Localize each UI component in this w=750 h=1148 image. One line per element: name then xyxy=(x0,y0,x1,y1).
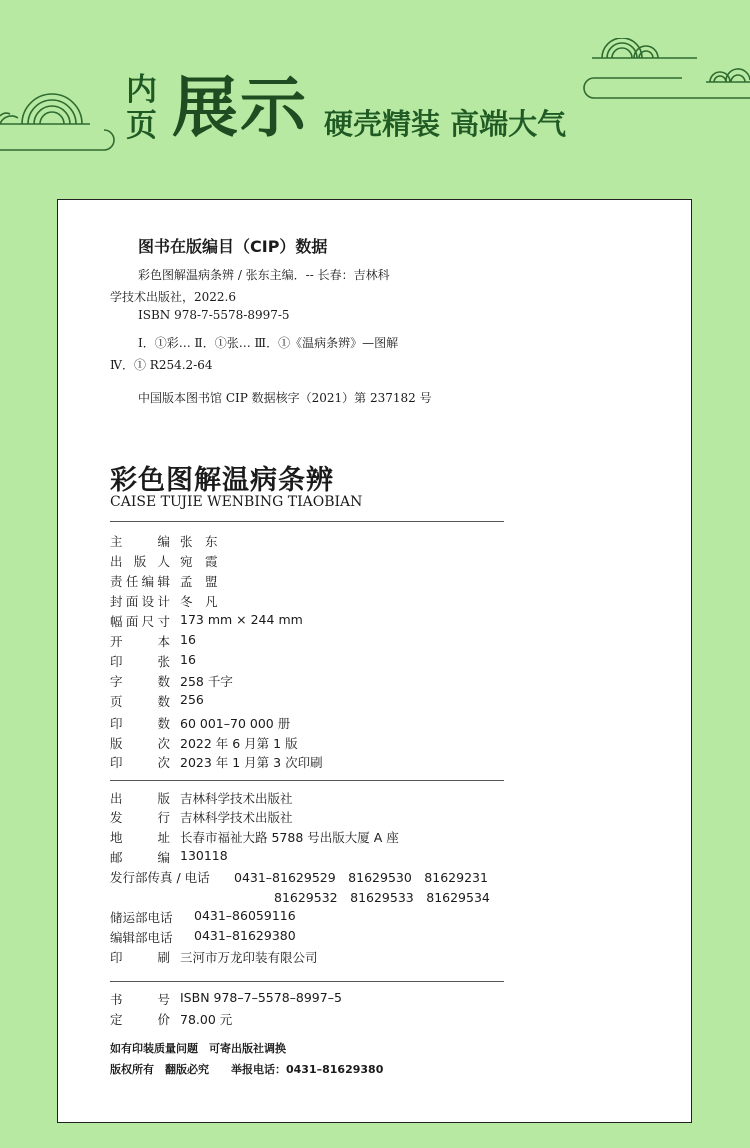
header-char-bottom: 页 xyxy=(126,108,157,144)
info-value: 孟 盟 xyxy=(180,574,218,589)
header-title: 展示 xyxy=(172,69,308,146)
isbn-row: 书 号 ISBN 978–7–5578–8997–5 xyxy=(110,990,342,1007)
info-row xyxy=(110,753,323,771)
cloud-decoration-left xyxy=(0,86,130,156)
storage-phone-row: 储运部电话 0431–86059116 xyxy=(110,908,296,925)
info-value: 173 mm × 244 mm xyxy=(180,612,303,627)
info-label: 页 数 xyxy=(110,694,170,709)
fax-row-continued: 81629532 81629533 81629534 xyxy=(274,890,490,905)
info-value: 16 xyxy=(180,652,196,667)
book-title: 彩色图解温病条辨 xyxy=(110,465,334,496)
info-row xyxy=(110,612,303,630)
info-value: 张 东 xyxy=(180,534,218,549)
info-row xyxy=(110,592,218,610)
zipcode-row: 邮 编 130118 xyxy=(110,848,228,865)
info-label: 字 数 xyxy=(110,674,170,689)
info-value: 256 xyxy=(180,692,204,707)
divider xyxy=(110,780,504,781)
cip-isbn: ISBN 978-7-5578-8997-5 xyxy=(138,308,290,322)
distributor-row: 发 行 吉林科学技术出版社 xyxy=(110,810,293,825)
price-row: 定 价 78.00 元 xyxy=(110,1012,233,1027)
header-tagline: 硬壳精装 高端大气 xyxy=(324,107,567,141)
info-label: 印 次 xyxy=(110,755,170,770)
info-label: 开 本 xyxy=(110,634,170,649)
cip-heading: 图书在版编目（CIP）数据 xyxy=(138,237,328,256)
info-label: 版 次 xyxy=(110,736,170,751)
info-row xyxy=(110,572,218,590)
cip-line: Ⅰ．①彩… Ⅱ．①张… Ⅲ．①《温病条辨》—图解 xyxy=(138,336,399,350)
info-value: 16 xyxy=(180,632,196,647)
info-value: 258 千字 xyxy=(180,674,233,689)
printer-row: 印 刷 三河市万龙印装有限公司 xyxy=(110,950,318,965)
copyright-page xyxy=(57,199,692,1123)
info-row xyxy=(110,532,218,550)
info-label: 印 张 xyxy=(110,654,170,669)
cip-record-number: 中国版本图书馆 CIP 数据核字（2021）第 237182 号 xyxy=(138,391,432,405)
book-title-pinyin: CAISE TUJIE WENBING TIAOBIAN xyxy=(110,494,363,510)
info-value: 2022 年 6 月第 1 版 xyxy=(180,736,298,751)
cip-line: Ⅳ．① R254.2-64 xyxy=(110,358,213,372)
editorial-phone-row: 编辑部电话 0431–81629380 xyxy=(110,928,296,945)
info-label: 封面设计 xyxy=(110,594,170,609)
info-label: 责任编辑 xyxy=(110,574,170,589)
info-row xyxy=(110,632,196,650)
info-row xyxy=(110,672,233,690)
info-row xyxy=(110,692,204,710)
info-value: 60 001–70 000 册 xyxy=(180,716,291,731)
cloud-decoration-right-small xyxy=(706,60,750,84)
info-label: 印 数 xyxy=(110,716,170,731)
info-row xyxy=(110,552,218,570)
quality-notice: 如有印装质量问题 可寄出版社调换 xyxy=(110,1042,286,1055)
publisher-row: 出 版 吉林科学技术出版社 xyxy=(110,791,293,806)
info-row xyxy=(110,714,291,732)
info-value: 冬 凡 xyxy=(180,594,218,609)
info-label: 幅面尺寸 xyxy=(110,614,170,629)
info-value: 2023 年 1 月第 3 次印刷 xyxy=(180,755,323,770)
info-row xyxy=(110,734,298,752)
divider xyxy=(110,981,504,982)
cip-line: 彩色图解温病条辨 / 张东主编．-- 长春：吉林科 xyxy=(138,268,390,282)
header-char-top: 内 xyxy=(126,72,157,108)
address-row: 地 址 长春市福祉大路 5788 号出版大厦 A 座 xyxy=(110,830,399,845)
divider xyxy=(110,521,504,522)
info-value: 宛 霞 xyxy=(180,554,218,569)
info-label: 主 编 xyxy=(110,534,170,549)
copyright-notice: 版权所有 翻版必究 举报电话：0431–81629380 xyxy=(110,1063,384,1076)
cip-line: 学技术出版社，2022.6 xyxy=(110,290,236,304)
info-row xyxy=(110,652,196,670)
info-label: 出 版 人 xyxy=(110,554,170,569)
fax-row: 发行部传真 / 电话 0431–81629529 81629530 81629231 xyxy=(110,870,488,885)
